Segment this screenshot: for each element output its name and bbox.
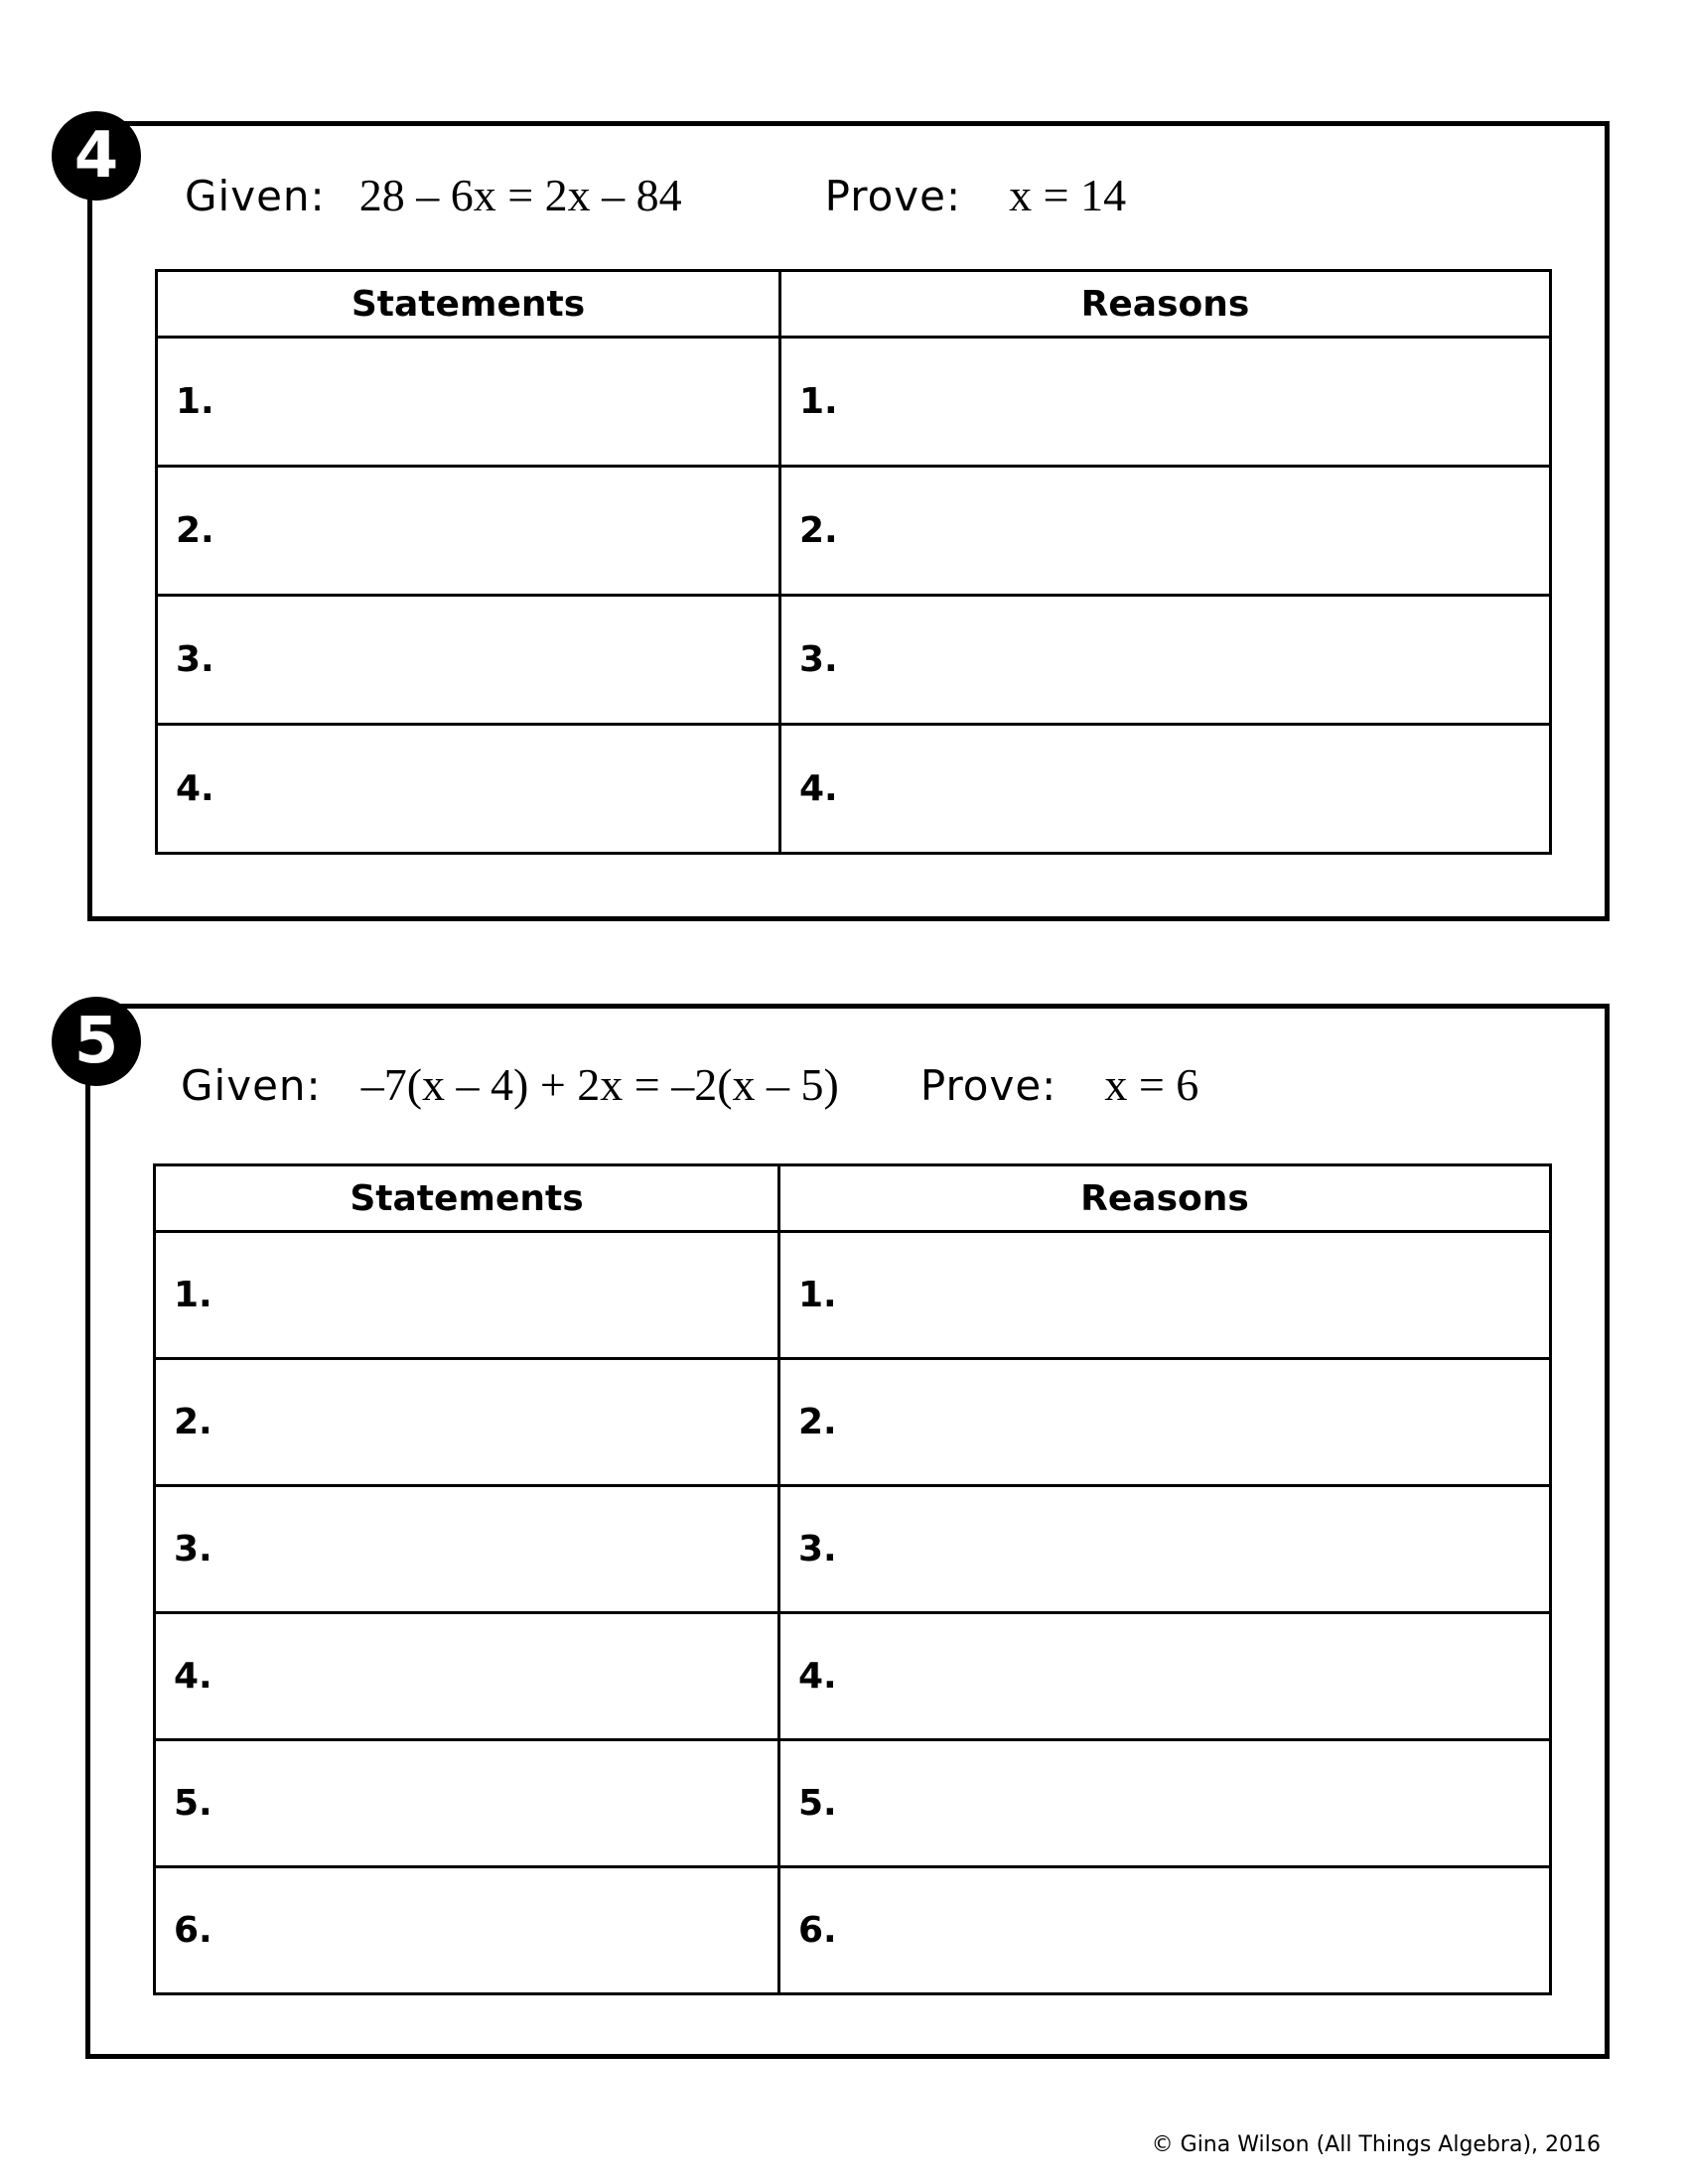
- statement-cell[interactable]: 1.: [157, 338, 780, 467]
- problem-5-proof-table: [153, 1163, 1552, 1995]
- statement-cell[interactable]: 3.: [157, 596, 780, 725]
- table-row: [157, 338, 1551, 467]
- given-label: Given:: [181, 1061, 322, 1110]
- reason-cell[interactable]: 1.: [780, 338, 1551, 467]
- reason-cell[interactable]: 3.: [780, 596, 1551, 725]
- problem-4-given-line: [185, 169, 1126, 221]
- reason-cell[interactable]: 3.: [779, 1486, 1551, 1613]
- prove-expression: x = 6: [1104, 1059, 1199, 1110]
- table-row: [155, 1232, 1551, 1359]
- reason-cell[interactable]: 6.: [779, 1867, 1551, 1994]
- table-row: [155, 1740, 1551, 1867]
- table-row: [155, 1613, 1551, 1740]
- table-row: [157, 596, 1551, 725]
- reason-cell[interactable]: 5.: [779, 1740, 1551, 1867]
- reasons-header: Reasons: [780, 271, 1551, 338]
- problem-4-number-badge: 4: [52, 111, 141, 201]
- prove-label: Prove:: [824, 172, 962, 220]
- statement-cell[interactable]: 4.: [155, 1613, 779, 1740]
- prove-label: Prove:: [919, 1061, 1057, 1110]
- statement-cell[interactable]: 4.: [157, 725, 780, 854]
- reason-cell[interactable]: 2.: [780, 467, 1551, 596]
- statement-cell[interactable]: 1.: [155, 1232, 779, 1359]
- table-row: [155, 1359, 1551, 1486]
- problem-4-proof-table: [155, 269, 1552, 855]
- statement-cell[interactable]: 6.: [155, 1867, 779, 1994]
- table-row: [157, 725, 1551, 854]
- problem-5-given-line: [181, 1058, 1198, 1111]
- statement-cell[interactable]: 2.: [155, 1359, 779, 1486]
- statement-cell[interactable]: 2.: [157, 467, 780, 596]
- problem-5-number-badge: 5: [52, 997, 141, 1086]
- table-row: [155, 1486, 1551, 1613]
- statement-cell[interactable]: 3.: [155, 1486, 779, 1613]
- given-expression: –7(x – 4) + 2x = –2(x – 5): [360, 1059, 839, 1110]
- reason-cell[interactable]: 2.: [779, 1359, 1551, 1486]
- reasons-header: Reasons: [779, 1165, 1551, 1232]
- table-row: [157, 467, 1551, 596]
- prove-expression: x = 14: [1009, 170, 1127, 220]
- table-row: [155, 1867, 1551, 1994]
- header-row: [157, 271, 1551, 338]
- statements-header: Statements: [155, 1165, 779, 1232]
- reason-cell[interactable]: 1.: [779, 1232, 1551, 1359]
- given-expression: 28 – 6x = 2x – 84: [358, 170, 682, 220]
- header-row: [155, 1165, 1551, 1232]
- copyright-footer: © Gina Wilson (All Things Algebra), 2016: [1151, 2132, 1601, 2157]
- reason-cell[interactable]: 4.: [780, 725, 1551, 854]
- reason-cell[interactable]: 4.: [779, 1613, 1551, 1740]
- given-label: Given:: [185, 172, 326, 220]
- statement-cell[interactable]: 5.: [155, 1740, 779, 1867]
- statements-header: Statements: [157, 271, 780, 338]
